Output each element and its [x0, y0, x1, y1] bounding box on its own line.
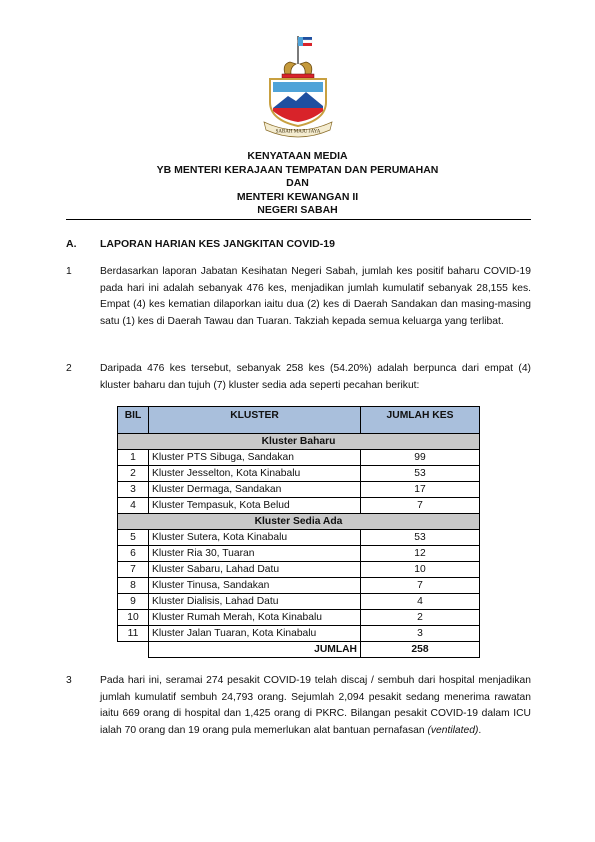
row-case-count: 7 — [361, 578, 480, 594]
section-heading — [66, 238, 335, 250]
row-cluster-name: Kluster Sutera, Kota Kinabalu — [149, 530, 361, 546]
table-row — [118, 578, 480, 594]
table-row — [118, 498, 480, 514]
paragraph-text: Berdasarkan laporan Jabatan Kesihatan Negeri Sabah, jumlah kes positif baharu COVID-19 pada hari ini adalah sebanyak 476 kes, menjadikan jumlah kumulatif sebanyak 28,155 kes. Empat (4) kes kematian dilaporkan iaitu dua (2) kes di Daerah Sandakan dan masing-masing satu (1) kes di Daerah Tawau dan Tuaran. Takziah kepada semua keluarga yang terlibat. — [100, 266, 531, 327]
paragraph-1 — [66, 264, 531, 330]
paragraph-number: 2 — [66, 363, 72, 374]
header-line-1: KENYATAAN MEDIA — [247, 150, 348, 162]
paragraph-2 — [66, 361, 531, 394]
row-case-count: 17 — [361, 482, 480, 498]
paragraph-number: 1 — [66, 266, 72, 277]
row-bil: 4 — [118, 498, 149, 514]
paragraph-text — [100, 673, 531, 739]
row-bil: 6 — [118, 546, 149, 562]
row-bil: 9 — [118, 594, 149, 610]
group-label: Kluster Sedia Ada — [118, 514, 480, 530]
paragraph-text: Daripada 476 kes tersebut, sebanyak 258 kes (54.20%) adalah berpunca dari empat (4) kluster baharu dan tujuh (7) kluster sedia ada seperti pecahan berikut: — [100, 363, 531, 391]
row-case-count: 53 — [361, 530, 480, 546]
row-cluster-name: Kluster Rumah Merah, Kota Kinabalu — [149, 610, 361, 626]
header-kluster: KLUSTER — [149, 407, 361, 434]
paragraph-text-end: . — [478, 724, 482, 736]
row-bil: 5 — [118, 530, 149, 546]
row-cluster-name: Kluster Jesselton, Kota Kinabalu — [149, 466, 361, 482]
header-line-3: DAN — [286, 177, 309, 190]
section-letter: A. — [66, 238, 77, 250]
row-bil: 3 — [118, 482, 149, 498]
table-row — [118, 530, 480, 546]
row-bil: 7 — [118, 562, 149, 578]
total-value: 258 — [361, 642, 480, 658]
header-divider — [66, 219, 531, 220]
row-case-count: 12 — [361, 546, 480, 562]
group-row-new — [118, 434, 480, 450]
row-bil: 1 — [118, 450, 149, 466]
row-case-count: 2 — [361, 610, 480, 626]
group-row-existing — [118, 514, 480, 530]
row-cluster-name: Kluster Ria 30, Tuaran — [149, 546, 361, 562]
row-bil: 10 — [118, 610, 149, 626]
header-jumlah: JUMLAH KES — [361, 407, 480, 434]
table-row — [118, 482, 480, 498]
row-cluster-name: Kluster Dermaga, Sandakan — [149, 482, 361, 498]
table-row — [118, 594, 480, 610]
section-title: LAPORAN HARIAN KES JANGKITAN COVID-19 — [100, 238, 335, 250]
press-statement-header — [0, 150, 595, 218]
total-label: JUMLAH — [149, 642, 361, 658]
row-case-count: 7 — [361, 498, 480, 514]
table-row — [118, 450, 480, 466]
header-line-2: YB MENTERI KERAJAAN TEMPATAN DAN PERUMAHAN — [156, 163, 439, 176]
row-case-count: 3 — [361, 626, 480, 642]
paragraph-text-main: Pada hari ini, seramai 274 pesakit COVID-19 telah discaj / sembuh dari hospital menjadikan jumlah kumulatif sembuh 24,793 orang. Sejumlah 2,094 pesakit sedang menerima rawatan iaitu 669 orang di hospital dan 1,425 orang di PKRC. Bilangan pesakit COVID-19 dalam ICU ialah 70 orang dan 19 orang pula memerlukan alat bantuan pernafasan — [100, 675, 531, 736]
row-cluster-name: Kluster Tempasuk, Kota Belud — [149, 498, 361, 514]
row-cluster-name: Kluster Tinusa, Sandakan — [149, 578, 361, 594]
row-cluster-name: Kluster Sabaru, Lahad Datu — [149, 562, 361, 578]
paragraph-text-italic: (ventilated) — [427, 724, 479, 736]
row-bil: 8 — [118, 578, 149, 594]
table-row — [118, 610, 480, 626]
paragraph-number: 3 — [66, 675, 72, 686]
coat-of-arms-logo — [260, 34, 336, 138]
cluster-table — [117, 406, 480, 658]
total-row — [118, 642, 480, 658]
table-row — [118, 562, 480, 578]
row-cluster-name: Kluster Jalan Tuaran, Kota Kinabalu — [149, 626, 361, 642]
row-case-count: 53 — [361, 466, 480, 482]
row-case-count: 10 — [361, 562, 480, 578]
row-cluster-name: Kluster Dialisis, Lahad Datu — [149, 594, 361, 610]
row-case-count: 4 — [361, 594, 480, 610]
header-bil: BIL — [118, 407, 149, 434]
table-header-row — [118, 407, 480, 434]
row-cluster-name: Kluster PTS Sibuga, Sandakan — [149, 450, 361, 466]
table-row — [118, 466, 480, 482]
total-blank-cell — [118, 642, 149, 658]
header-line-4: MENTERI KEWANGAN II — [236, 190, 359, 203]
row-bil: 2 — [118, 466, 149, 482]
header-line-5: NEGERI SABAH — [257, 204, 338, 217]
row-case-count: 99 — [361, 450, 480, 466]
paragraph-3 — [66, 673, 531, 739]
row-bil: 11 — [118, 626, 149, 642]
table-row — [118, 546, 480, 562]
motto-text: SABAH MAJU JAYA — [275, 129, 321, 135]
table-row — [118, 626, 480, 642]
group-label: Kluster Baharu — [118, 434, 480, 450]
